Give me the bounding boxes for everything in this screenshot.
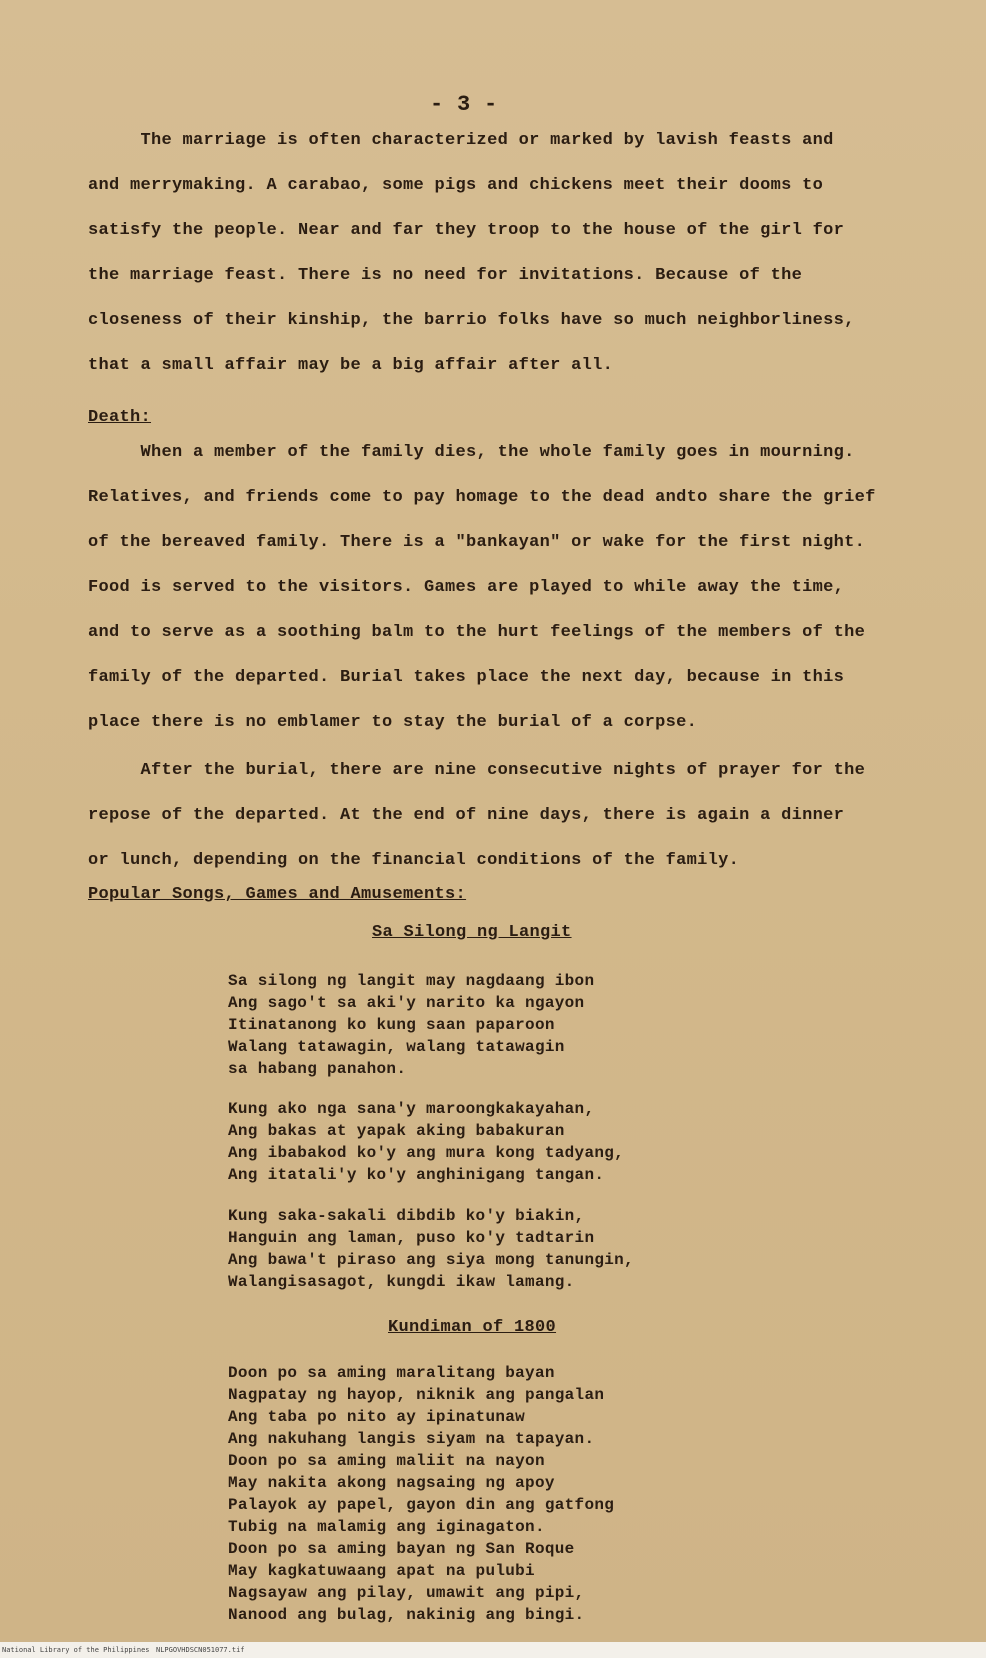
verse-line: May nakita akong nagsaing ng apoy bbox=[228, 1474, 555, 1492]
verse-line: Ang bawa't piraso ang siya mong tanungin, bbox=[228, 1251, 634, 1269]
text-line: Relatives, and friends come to pay homage to the dead andto share the grief bbox=[88, 488, 876, 507]
text-line: that a small affair may be a big affair after all. bbox=[88, 356, 614, 375]
verse-line: Doon po sa aming maralitang bayan bbox=[228, 1364, 555, 1382]
verse-line: Itinatanong ko kung saan paparoon bbox=[228, 1016, 555, 1034]
song-stanza bbox=[228, 1362, 614, 1626]
verse-line: Ang sago't sa aki'y narito ka ngayon bbox=[228, 994, 585, 1012]
burial-paragraph bbox=[88, 748, 898, 883]
verse-line: sa habang panahon. bbox=[228, 1060, 407, 1078]
verse-line: Kung ako nga sana'y maroongkakayahan, bbox=[228, 1100, 595, 1118]
footer-source: National Library of the Philippines bbox=[2, 1646, 150, 1654]
text-line: and to serve as a soothing balm to the hurt feelings of the members of the bbox=[88, 623, 866, 642]
verse-line: Nagsayaw ang pilay, umawit ang pipi, bbox=[228, 1584, 585, 1602]
marriage-paragraph bbox=[88, 118, 898, 388]
text-line: family of the departed. Burial takes place the next day, because in this bbox=[88, 668, 845, 687]
text-line: the marriage feast. There is no need for invitations. Because of the bbox=[88, 266, 803, 285]
verse-line: Ang itatali'y ko'y anghinigang tangan. bbox=[228, 1166, 605, 1184]
verse-line: Hanguin ang laman, puso ko'y tadtarin bbox=[228, 1229, 595, 1247]
song-stanza bbox=[228, 1205, 634, 1293]
death-heading: Death: bbox=[88, 408, 152, 427]
footer-filename: NLPGOVHDSCN051077.tif bbox=[156, 1646, 245, 1654]
song-stanza bbox=[228, 970, 594, 1080]
text-line: closeness of their kinship, the barrio folks have so much neighborliness, bbox=[88, 311, 855, 330]
page-number: - 3 - bbox=[430, 92, 498, 117]
verse-line: Doon po sa aming bayan ng San Roque bbox=[228, 1540, 575, 1558]
verse-line: May kagkatuwaang apat na pulubi bbox=[228, 1562, 535, 1580]
text-line: and merrymaking. A carabao, some pigs and chickens meet their dooms to bbox=[88, 176, 824, 195]
text-line: Food is served to the visitors. Games are played to while away the time, bbox=[88, 578, 845, 597]
song-stanza bbox=[228, 1098, 624, 1186]
text-line: The marriage is often characterized or marked by lavish feasts and bbox=[88, 131, 834, 150]
song-title: Kundiman of 1800 bbox=[388, 1318, 557, 1337]
text-line: or lunch, depending on the financial conditions of the family. bbox=[88, 851, 740, 870]
verse-line: Palayok ay papel, gayon din ang gatfong bbox=[228, 1496, 615, 1514]
verse-line: Tubig na malamig ang iginagaton. bbox=[228, 1518, 545, 1536]
verse-line: Ang nakuhang langis siyam na tapayan. bbox=[228, 1430, 595, 1448]
verse-line: Walang tatawagin, walang tatawagin bbox=[228, 1038, 565, 1056]
death-paragraph bbox=[88, 430, 898, 745]
verse-line: Ang ibabakod ko'y ang mura kong tadyang, bbox=[228, 1144, 625, 1162]
text-line: After the burial, there are nine consecutive nights of prayer for the bbox=[88, 761, 866, 780]
scan-footer bbox=[0, 1642, 986, 1658]
text-line: place there is no emblamer to stay the burial of a corpse. bbox=[88, 713, 698, 732]
verse-line: Ang taba po nito ay ipinatunaw bbox=[228, 1408, 526, 1426]
verse-line: Nagpatay ng hayop, niknik ang pangalan bbox=[228, 1386, 605, 1404]
text-line: of the bereaved family. There is a "bankayan" or wake for the first night. bbox=[88, 533, 866, 552]
verse-line: Kung saka-sakali dibdib ko'y biakin, bbox=[228, 1207, 585, 1225]
verse-line: Nanood ang bulag, nakinig ang bingi. bbox=[228, 1606, 585, 1624]
song-title: Sa Silong ng Langit bbox=[372, 923, 572, 942]
songs-heading: Popular Songs, Games and Amusements: bbox=[88, 885, 467, 904]
text-line: When a member of the family dies, the whole family goes in mourning. bbox=[88, 443, 855, 462]
verse-line: Sa silong ng langit may nagdaang ibon bbox=[228, 972, 595, 990]
text-line: satisfy the people. Near and far they troop to the house of the girl for bbox=[88, 221, 845, 240]
verse-line: Doon po sa aming maliit na nayon bbox=[228, 1452, 545, 1470]
verse-line: Walangisasagot, kungdi ikaw lamang. bbox=[228, 1273, 575, 1291]
verse-line: Ang bakas at yapak aking babakuran bbox=[228, 1122, 565, 1140]
text-line: repose of the departed. At the end of nine days, there is again a dinner bbox=[88, 806, 845, 825]
